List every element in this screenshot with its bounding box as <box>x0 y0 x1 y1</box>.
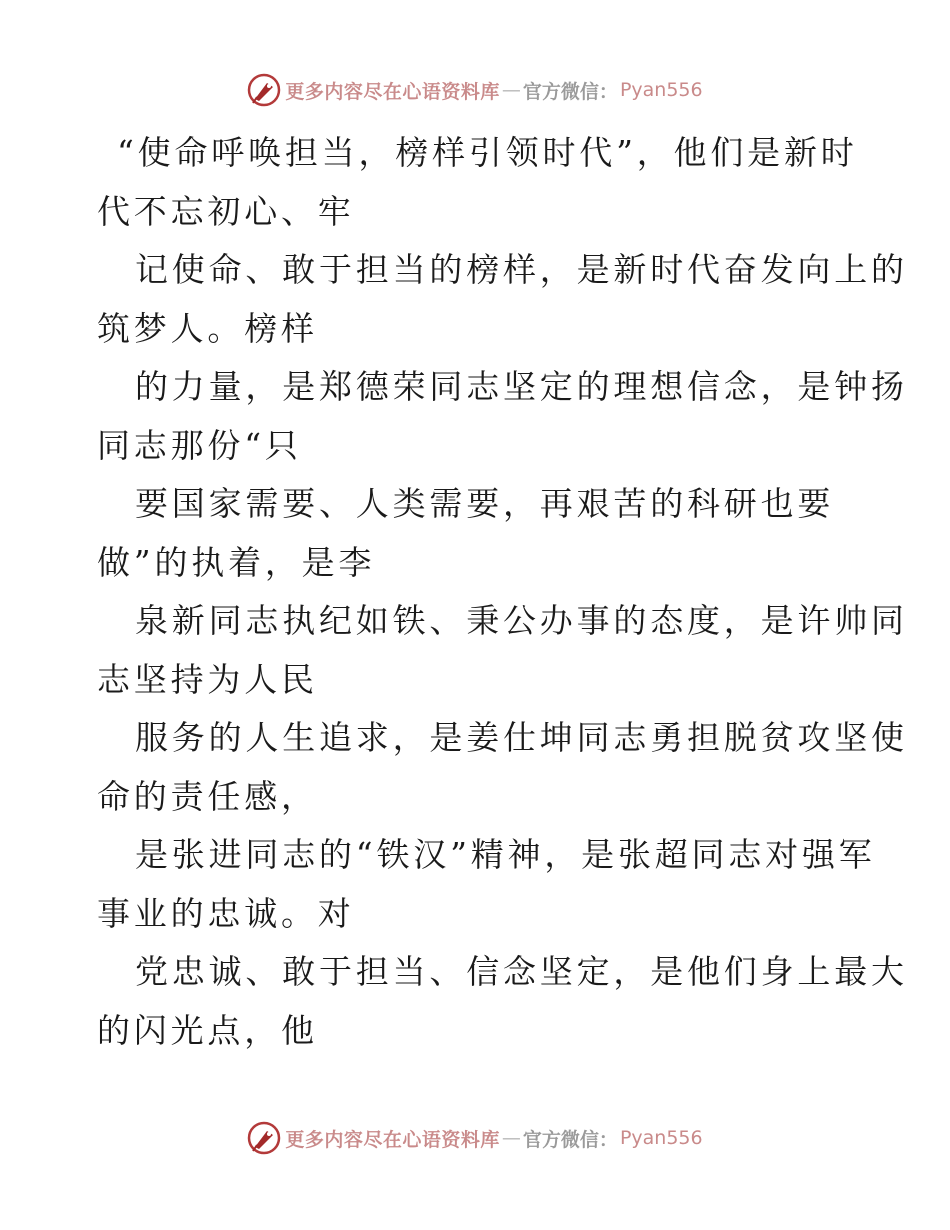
pen-nib-logo-icon <box>247 73 281 107</box>
banner-dash: — <box>501 79 521 101</box>
banner-text: 更多内容尽在心语资料库 <box>285 1128 500 1151</box>
banner-text: 更多内容尽在心语资料库 <box>285 80 500 103</box>
footer-banner <box>0 1118 950 1158</box>
pen-nib-logo-icon <box>247 1121 281 1155</box>
body-line-11: 服务的人生追求，是姜仕坤同志勇担脱贫攻坚使 <box>135 718 908 757</box>
body-line-7: 要国家需要、人类需要，再艰苦的科研也要 <box>135 484 835 523</box>
banner-dash: — <box>501 1127 521 1149</box>
banner-official-label: 官方微信： <box>522 1128 618 1151</box>
body-line-8: 做”的执着，是李 <box>97 542 376 582</box>
header-banner <box>0 70 950 110</box>
body-line-9: 泉新同志执纪如铁、秉公办事的态度，是许帅同 <box>135 601 908 640</box>
body-line-10: 志坚持为人民 <box>97 659 318 699</box>
body-line-13: 是张进同志的“铁汉”精神，是张超同志对强军 <box>135 835 876 874</box>
body-line-16: 的闪光点，他 <box>97 1010 318 1050</box>
body-line-12: 命的责任感， <box>97 776 318 816</box>
banner-wechat-id: Pyan556 <box>619 1127 703 1149</box>
body-line-14: 事业的忠诚。对 <box>97 893 355 933</box>
body-line-1: “使命呼唤担当，榜样引领时代”，他们是新时 <box>117 133 858 172</box>
body-line-15: 党忠诚、敢于担当、信念坚定，是他们身上最大 <box>135 952 908 991</box>
document-body <box>97 124 908 1060</box>
body-line-2: 代不忘初心、牢 <box>97 191 355 231</box>
body-line-5: 的力量，是郑德荣同志坚定的理想信念，是钟扬 <box>135 367 908 406</box>
banner-wechat-id: Pyan556 <box>619 79 703 101</box>
banner-official-label: 官方微信： <box>522 80 618 103</box>
body-line-3: 记使命、敢于担当的榜样，是新时代奋发向上的 <box>135 250 908 289</box>
body-line-4: 筑梦人。榜样 <box>97 308 318 348</box>
body-line-6: 同志那份“只 <box>97 425 302 465</box>
